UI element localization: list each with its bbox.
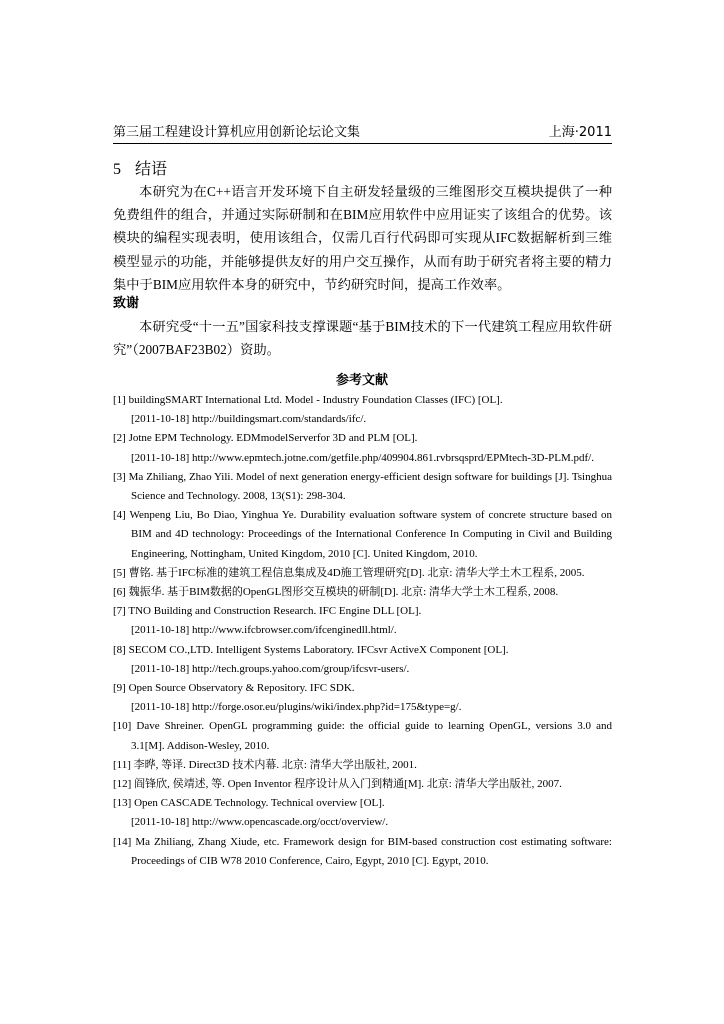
reference-item xyxy=(113,564,612,583)
reference-text: [9] Open Source Observatory & Repository. IFC SDK. xyxy=(113,682,355,695)
proceedings-title: 第三届工程建设计算机应用创新论坛论文集 xyxy=(113,125,361,140)
reference-item: [4] Wenpeng Liu, Bo Diao, Yinghua Ye. Durability evaluation software system of concrete structure based on BIM and 4D technology: Proceedings of the International Conference In Computing in Civil and Building Engineering, Nottingham, United Kingdom, 2010 [C]. United Kingdom, 2010. xyxy=(113,509,612,560)
reference-item xyxy=(113,794,612,832)
reference-item: [10] Dave Shreiner. OpenGL programming guide: the official guide to learning OpenGL, versions 3.0 and 3.1[M]. Addison-Wesley, 2010. xyxy=(113,720,612,752)
reference-item xyxy=(113,679,612,717)
venue-year: 上海·2011 xyxy=(548,125,612,140)
reference-item: [14] Ma Zhiliang, Zhang Xiude, etc. Framework design for BIM-based construction cost estimating software: Proceedings of CIB W78 2010 Conference, Cairo, Egypt, 2010 [C]. Egypt, 2010. xyxy=(113,835,612,867)
section-title: 结语 xyxy=(135,161,168,178)
reference-text: [5] 曹铭. 基于IFC标准的建筑工程信息集成及4D施工管理研究[D]. 北京: 清华大学土木工程系, 2005. xyxy=(113,566,585,579)
acknowledgement-paragraph: 本研究受“十一五”国家科技支撑课题“基于BIM技术的下一代建筑工程应用软件研究”（2007BAF23B02）资助。 xyxy=(113,319,612,358)
reference-text: [8] SECOM CO.,LTD. Intelligent Systems Laboratory. IFCsvr ActiveX Component [OL]. xyxy=(113,643,509,656)
conclusion-paragraph: 本研究为在C++语言开发环境下自主研发轻量级的三维图形交互模块提供了一种免费组件的组合，并通过实际研制和在BIM应用软件中应用证实了该组合的优势。该模块的编程实现表明，使用该组合，仅需几百行代码即可实现从IFC数据解析到三维模型显示的功能，并能够提供友好的用户交互操作，从而有助于研究者将主要的精力集中于BIM应用软件本身的研究中，节约研究时间，提高工作效率。 xyxy=(113,184,612,292)
section-number: 5 xyxy=(113,161,121,178)
reference-url: [2011-10-18] http://www.opencascade.org/occt/overview/. xyxy=(131,816,389,829)
reference-url: [2011-10-18] http://forge.osor.eu/plugins/wiki/index.php?id=175&type=g/. xyxy=(131,701,462,714)
reference-text: [13] Open CASCADE Technology. Technical overview [OL]. xyxy=(113,797,385,810)
reference-url: [2011-10-18] http://www.ifcbrowser.com/ifcenginedll.html/. xyxy=(131,624,397,637)
reference-item xyxy=(113,641,612,679)
reference-item xyxy=(113,429,612,467)
reference-item xyxy=(113,583,612,602)
reference-url: [2011-10-18] http://www.epmtech.jotne.com/getfile.php/409904.861.rvbrsqsprd/EPMtech-3D-PLM.pdf/. xyxy=(131,451,594,464)
reference-text: [7] TNO Building and Construction Research. IFC Engine DLL [OL]. xyxy=(113,605,422,618)
section-heading xyxy=(113,160,167,180)
reference-item xyxy=(113,391,612,429)
acknowledgement-heading: 致谢 xyxy=(113,296,140,311)
reference-item: [3] Ma Zhiliang, Zhao Yili. Model of next generation energy-efficient design software for buildings [J]. Tsinghua Science and Technology. 2008, 13(S1): 298-304. xyxy=(113,470,612,503)
reference-text: [1] buildingSMART International Ltd. Model - Industry Foundation Classes (IFC) [OL]. xyxy=(113,394,503,406)
running-header xyxy=(113,124,612,142)
references-heading: 参考文献 xyxy=(335,373,388,388)
reference-url: [2011-10-18] http://buildingsmart.com/standards/ifc/. xyxy=(131,413,367,426)
reference-text: [12] 阎锋欣, 侯靖述, 等. Open Inventor 程序设计从入门到精通[M]. 北京: 清华大学出版社, 2007. xyxy=(113,778,562,791)
reference-item xyxy=(113,775,612,794)
reference-text: [11] 李晔, 等译. Direct3D 技术内幕. 北京: 清华大学出版社, 2001. xyxy=(113,758,417,771)
reference-url: [2011-10-18] http://tech.groups.yahoo.com/group/ifcsvr-users/. xyxy=(131,662,410,675)
reference-item xyxy=(113,756,612,775)
reference-text: [6] 魏振华. 基于BIM数据的OpenGL图形交互模块的研制[D]. 北京: 清华大学土木工程系, 2008. xyxy=(113,586,559,599)
reference-text: [2] Jotne EPM Technology. EDMmodelServerfor 3D and PLM [OL]. xyxy=(113,432,418,445)
reference-list xyxy=(113,391,612,871)
reference-item xyxy=(113,602,612,640)
header-rule xyxy=(113,143,612,144)
